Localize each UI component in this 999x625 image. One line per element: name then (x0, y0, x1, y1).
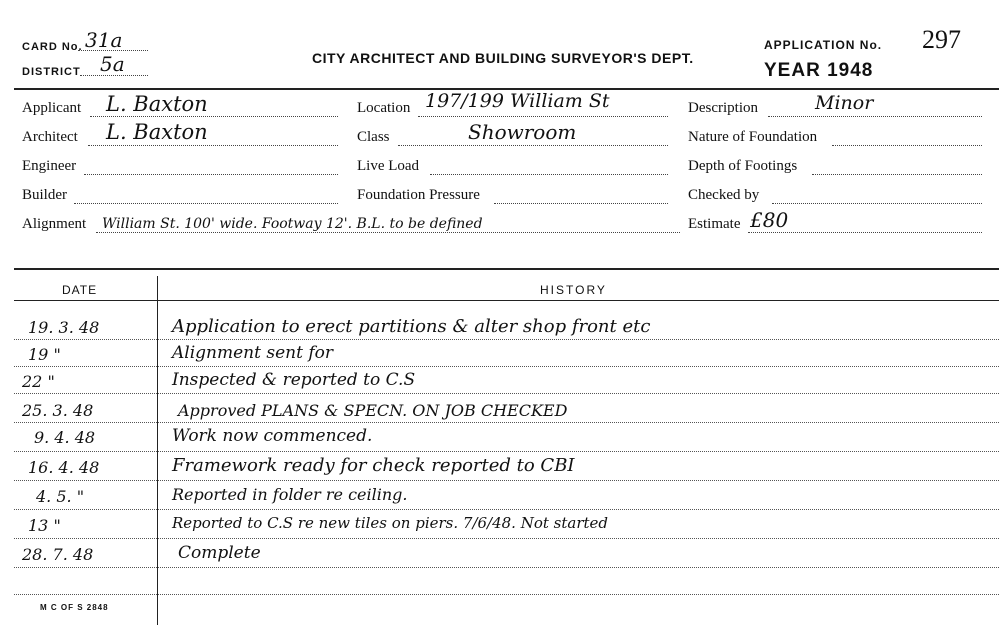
year-label: YEAR 1948 (764, 60, 874, 81)
district-value: 5a (100, 52, 125, 76)
estimate-value: £80 (750, 208, 789, 232)
row-date: 28. 7. 48 (22, 545, 94, 564)
applicant-label: Applicant (22, 100, 82, 116)
row-history: Framework ready for check reported to CBI (172, 455, 575, 476)
history-column-header: HISTORY (540, 283, 607, 297)
form-code: M C OF S 2848 (40, 603, 109, 612)
architect-label: Architect (22, 129, 78, 145)
application-no-value: 297 (922, 25, 961, 54)
row-date: 4. 5. " (36, 487, 85, 506)
class-label: Class (357, 129, 390, 145)
row-history: Approved PLANS & SPECN. ON JOB CHECKED (178, 401, 568, 420)
row-date: 19 " (28, 345, 61, 364)
row-date: 9. 4. 48 (34, 428, 96, 447)
application-no-label: APPLICATION No. (764, 38, 883, 52)
dept-title: CITY ARCHITECT AND BUILDING SURVEYOR'S DEPT. (312, 50, 694, 66)
engineer-label: Engineer (22, 158, 77, 174)
description-label: Description (688, 100, 758, 116)
row-history: Alignment sent for (172, 343, 333, 363)
card-no-value: 31a (85, 28, 123, 52)
row-date: 16. 4. 48 (28, 458, 100, 477)
architect-value: L. Baxton (106, 120, 208, 144)
row-history: Inspected & reported to C.S (172, 370, 416, 390)
row-history: Complete (178, 543, 261, 563)
depth-of-footings-label: Depth of Footings (688, 158, 798, 174)
row-history: Reported to C.S re new tiles on piers. 7/6/48. Not started (172, 514, 609, 532)
row-history: Reported in folder re ceiling. (172, 485, 408, 504)
row-history: Application to erect partitions & alter shop front etc (172, 316, 651, 337)
description-value: Minor (815, 92, 874, 114)
builder-label: Builder (22, 187, 67, 203)
nature-of-foundation-label: Nature of Foundation (688, 129, 818, 145)
estimate-label: Estimate (688, 216, 741, 232)
district-label: DISTRICT (22, 66, 81, 78)
row-date: 22 " (22, 372, 55, 391)
card-no-label: CARD No. (22, 41, 83, 53)
live-load-label: Live Load (357, 158, 420, 174)
foundation-pressure-label: Foundation Pressure (357, 187, 480, 203)
location-value: 197/199 William St (425, 90, 610, 112)
applicant-value: L. Baxton (106, 92, 208, 116)
date-column-header: DATE (62, 283, 98, 297)
alignment-label: Alignment (22, 216, 87, 232)
row-date: 19. 3. 48 (28, 318, 100, 337)
row-date: 13 " (28, 516, 61, 535)
row-history: Work now commenced. (172, 426, 373, 446)
row-date: 25. 3. 48 (22, 401, 94, 420)
location-label: Location (357, 100, 411, 116)
checked-by-label: Checked by (688, 187, 760, 203)
alignment-value: William St. 100' wide. Footway 12'. B.L. to be defined (102, 216, 483, 232)
class-value: Showroom (468, 120, 577, 144)
